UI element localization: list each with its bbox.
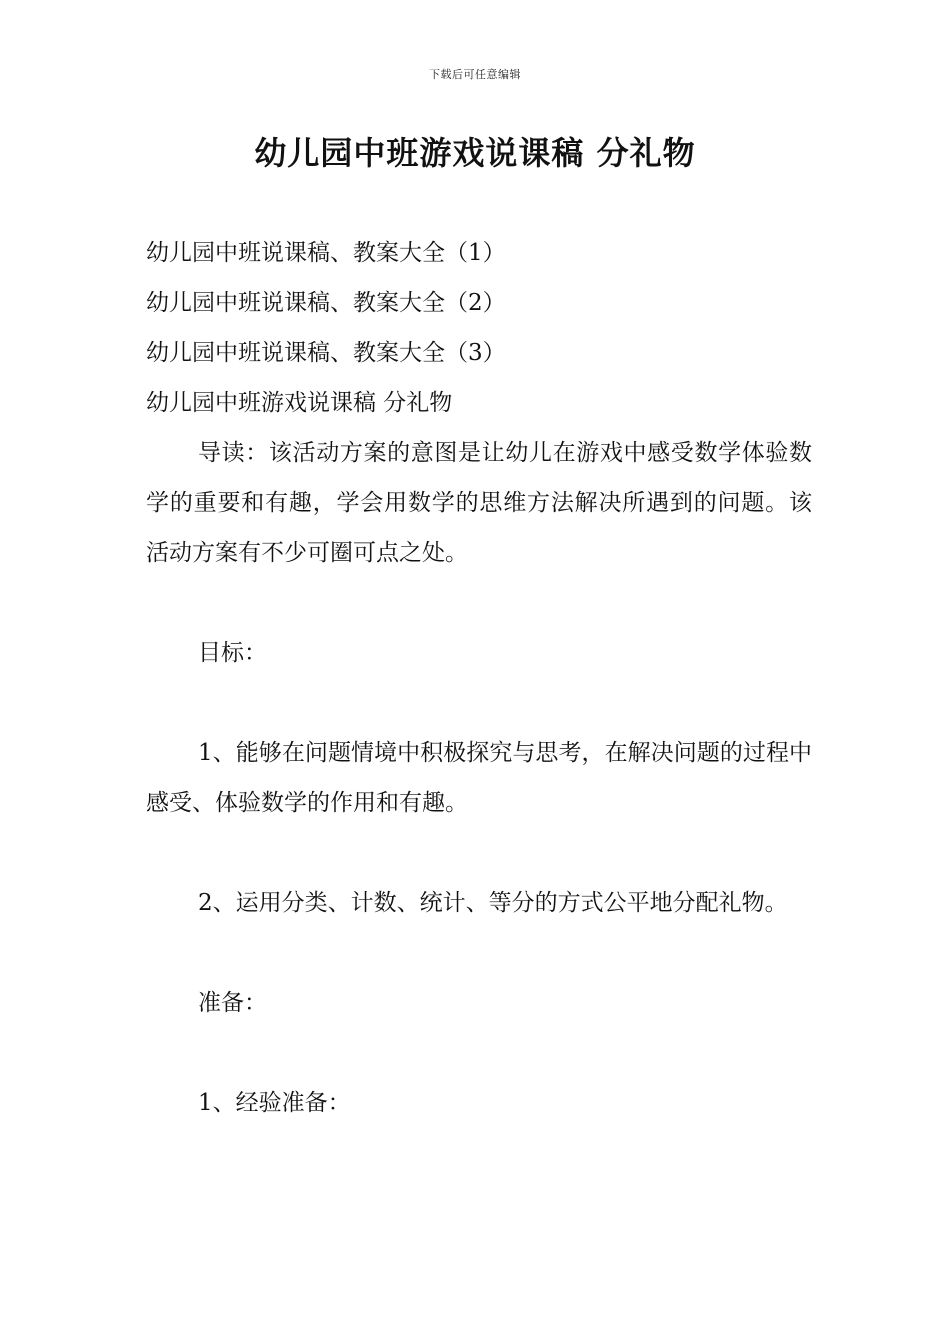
goal-2: 2、运用分类、计数、统计、等分的方式公平地分配礼物。: [198, 890, 788, 916]
intro-paragraph: 导读：该活动方案的意图是让幼儿在游戏中感受数学体验数学的重要和有趣，学会用数学的思维方法解决所遇到的问题。该活动方案有不少可圈可点之处。: [146, 440, 812, 566]
prep-heading: 准备：: [198, 990, 267, 1016]
toc-line-1: 幼儿园中班说课稿、教案大全（1）: [146, 240, 506, 266]
goals-heading: 目标：: [198, 640, 267, 666]
toc-line-4: 幼儿园中班游戏说课稿 分礼物: [146, 390, 453, 416]
toc-line-2: 幼儿园中班说课稿、教案大全（2）: [146, 290, 506, 316]
document-body: [146, 228, 812, 1128]
goal-1: 1、能够在问题情境中积极探究与思考，在解决问题的过程中感受、体验数学的作用和有趣。: [146, 740, 812, 816]
page-title: 幼儿园中班游戏说课稿 分礼物: [254, 134, 696, 172]
toc-line-3: 幼儿园中班说课稿、教案大全（3）: [146, 340, 506, 366]
header-note: 下载后可任意编辑: [429, 68, 521, 81]
prep-item-1: 1、经验准备：: [198, 1090, 351, 1116]
